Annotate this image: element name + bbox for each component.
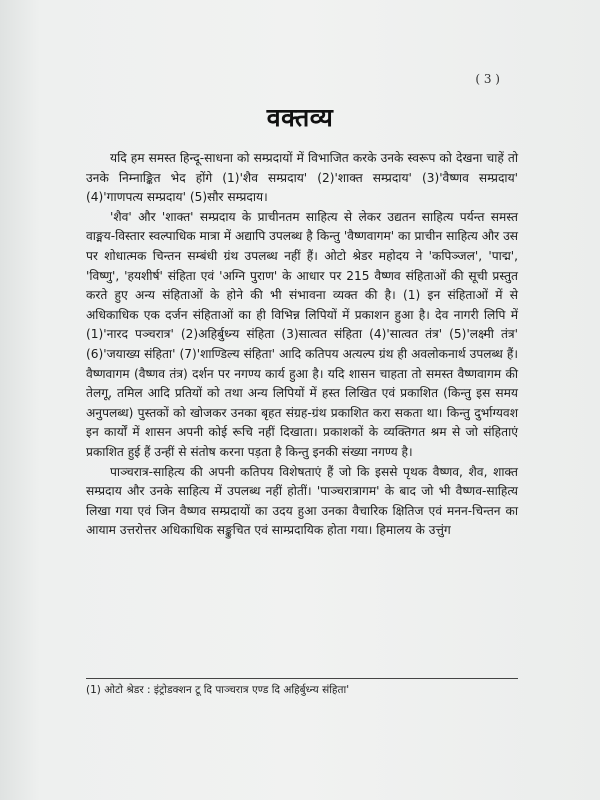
footnote: (1) ओटो श्रेडर : इंट्रोडक्शन टू दि पाञ्चरात्र एण्ड दि अहिर्बुध्न्य संहिता': [86, 684, 350, 696]
paragraph: यदि हम समस्त हिन्दू-साधना को सम्प्रदायों में विभाजित करके उनके स्वरूप को देखना चाहें तो उनके निम्नाङ्कित भेद होंगे (1)'शैव सम्प्रदाय' (2)'शाक्त सम्प्रदाय' (3)'वैष्णव सम्प्रदाय' (4)'गाणपत्य सम्प्रदाय' (5)सौर सम्प्रदाय।: [86, 151, 518, 205]
page-title: वक्तव्य: [266, 103, 334, 132]
paragraph: 'शैव' और 'शाक्त' सम्प्रदाय के प्राचीनतम साहित्य से लेकर उद्यतन साहित्य पर्यन्त समस्त वाङ्मय-विस्तार स्वल्पाधिक मात्रा में अद्यापि उपलब्ध है किन्तु 'वैष्णवागम' का प्राचीन साहित्य और उस पर शोधात्मक चिन्तन सम्बंधी ग्रंथ उपलब्ध नहीं हैं। ओटो श्रेडर महोदय ने 'कपिञ्जल', 'पाद्म', 'विष्णु', 'हयशीर्ष' संहिता एवं 'अग्नि पुराण' के आधार पर 215 वैष्णव संहिताओं की सूची प्रस्तुत करते हुए अन्य संहिताओं के होने की भी संभावना व्यक्त की है। (1) इन संहिताओं में से अधिकाधिक एक दर्जन संहिताओं का ही विभिन्न लिपियों में प्रकाशन हुआ है। देव नागरी लिपि में (1)'नारद पञ्चरात्र' (2)अहिर्बुध्न्य संहिता (3)सात्वत संहिता (4)'सात्वत तंत्र' (5)'लक्ष्मी तंत्र' (6)'जयाख्य संहिता' (7)'शाण्डिल्य संहिता' आदि कतिपय अत्यल्प ग्रंथ ही अवलोकनार्थ उपलब्ध हैं। वैष्णवागम (वैष्णव तंत्र) दर्शन पर नगण्य कार्य हुआ है। यदि शासन चाहता तो समस्त वैष्णवागम की तेलगू, तमिल आदि प्रतियों को तथा अन्य लिपियों में हस्त लिखित एवं प्रकाशित (किन्तु इस समय अनुपलब्ध) पुस्तकों को खोजकर उनका बृहत संग्रह-ग्रंथ प्रकाशित करा सकता था। किन्तु दुर्भाग्यवश इन कार्यों में शासन अपनी कोई रूचि नहीं दिखाता। प्रकाशकों के व्यक्तिगत श्रम से जो संहिताएं प्रकाशित हुई हैं उन्हीं से संतोष करना पड़ता है किन्तु इनकी संख्या नगण्य है।: [86, 209, 518, 459]
paragraph: पाञ्चरात्र-साहित्य की अपनी कतिपय विशेषताएं हैं जो कि इससे पृथक वैष्णव, शैव, शाक्त सम्प्रदाय और उनके साहित्य में उपलब्ध नहीं होतीं। 'पाञ्चरात्रागम' के बाद जो भी वैष्णव-साहित्य लिखा गया एवं जिन वैष्णव सम्प्रदायों का उदय हुआ उनका वैचारिक क्षितिज एवं मनन-चिन्तन का आयाम उत्तरोत्तर अधिकाधिक सङ्कुचित एवं साम्प्रदायिक होता गया। हिमालय के उत्तुंग: [86, 464, 518, 538]
body-text: [86, 149, 518, 541]
page-number: ( 3 ): [475, 72, 500, 86]
footnote-divider: [86, 678, 518, 679]
